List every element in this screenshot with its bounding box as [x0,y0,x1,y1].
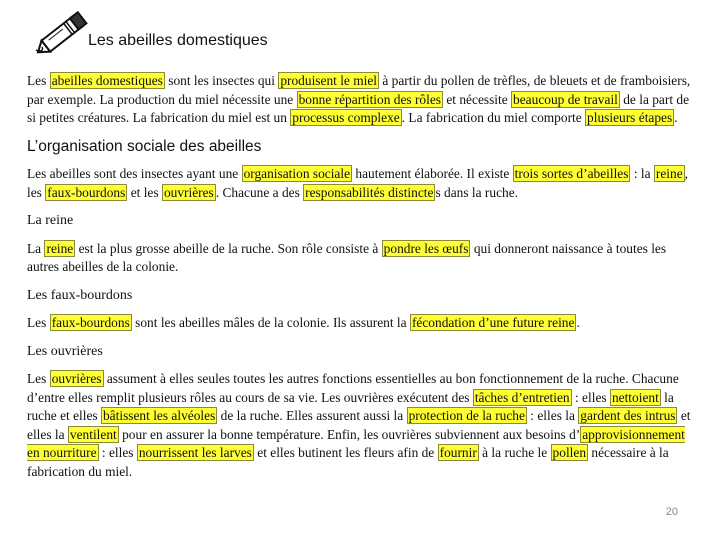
highlighted-phrase: nettoient [611,389,659,405]
text-run: . Chacune a des [215,184,304,200]
text-run: assument à elles seules toutes les autres fonctions essentielles au bon fonctionnement de la ruche. Chacune d’entre elles remplit plusieurs rôles au cours de sa vie. Les ouvrières exécutent des [27,371,679,405]
text-run: : elles [571,389,610,405]
text-run: La [27,240,45,256]
text-run: . [674,110,678,125]
section-heading: L’organisation sociale des abeilles [27,137,262,155]
highlighted-phrase: ouvrières [51,371,102,386]
text-run: et nécessite [443,91,512,107]
highlighted-phrase: bâtissent les alvéoles [102,408,216,423]
text-run: Les [27,315,50,330]
highlighted-phrase: tâches d’entretien [474,389,570,405]
text-run: : la [630,166,654,181]
highlighted-phrase: faux-bourdons [47,184,126,200]
page-number: 20 [665,506,678,518]
document-body [27,72,697,481]
text-run: de la ruche. Elles assurent aussi la [217,408,407,423]
text-run: sont les abeilles mâles de la colonie. Ils assurent la [131,315,410,330]
page-title: Les abeilles domestiques [88,32,268,49]
pencil-icon [30,6,96,58]
highlighted-phrase: pollen [552,445,587,460]
text-run: et les [127,184,162,200]
organisation-paragraph [27,165,697,202]
highlighted-phrase: beaucoup de travail [513,91,618,107]
text-run: et elles la [27,408,691,442]
text-run: de la part de si petites créatures. La fabrication du miel est un [27,91,690,125]
highlighted-phrase: fournir [439,445,477,460]
highlighted-phrase: ventilent [69,426,117,442]
highlighted-phrase: faux-bourdons [51,315,130,330]
text-run: et elles butinent les fleurs afin de [253,445,438,460]
highlighted-phrase: fécondation d’une future reine [411,315,575,330]
highlighted-phrase: ouvrières [163,184,214,200]
text-run: , les [27,166,689,200]
ouvrieres-paragraph [27,370,697,481]
text-run: s dans la ruche. [435,184,519,200]
highlighted-phrase: abeilles domestiques [51,73,163,88]
highlighted-phrase: organisation sociale [243,166,351,181]
faux-bourdons-paragraph [27,314,697,333]
reine-heading: La reine [27,213,74,228]
text-run: à partir du pollen de trèfles, de bleuets et de framboisiers, par exemple. La production du miel nécessite une [27,73,691,107]
text-run: Les [27,371,50,386]
text-run: . La fabrication du miel comporte [401,110,586,125]
text-run: : elles la [526,408,579,423]
text-run: sont les insectes qui [164,73,279,88]
highlighted-phrase: protection de la ruche [408,408,525,423]
text-run: la ruche et elles [27,389,674,423]
highlighted-phrase: reine [46,240,74,256]
intro-paragraph [27,72,697,128]
text-run: à la ruche le [478,445,551,460]
highlighted-phrase: reine [655,166,683,181]
highlighted-phrase: pondre les œufs [383,240,469,256]
highlighted-phrase: produisent le miel [280,73,378,88]
ouvrieres-heading: Les ouvrières [27,343,103,359]
text-run: qui donneront naissance à toutes les autres abeilles de la colonie. [27,240,667,274]
reine-paragraph [27,240,697,277]
highlighted-phrase: trois sortes d’abeilles [514,166,629,181]
text-run: hautement élaborée. Il existe [352,166,513,181]
text-run: . [576,315,580,330]
highlighted-phrase: responsabilités distincte [305,184,434,200]
text-run: Les [27,73,50,88]
highlighted-phrase: approvisionnement en nourriture [27,426,685,460]
text-run: pour en assurer la bonne température. Enfin, les ouvrières subviennent aux besoins d’ [118,426,581,442]
highlighted-phrase: bonne répartition des rôles [298,91,441,107]
text-run: : elles [98,445,137,460]
text-run: est la plus grosse abeille de la ruche. Son rôle consiste à [75,240,382,256]
highlighted-phrase: nourrissent les larves [138,445,252,460]
text-run: Les abeilles sont des insectes ayant une [27,166,242,181]
highlighted-phrase: plusieurs étapes [587,110,673,125]
highlighted-phrase: gardent des intrus [580,408,676,423]
text-run: nécessaire à la fabrication du miel. [27,445,669,479]
faux-bourdons-heading: Les faux-bourdons [27,287,133,303]
highlighted-phrase: processus complexe [292,110,400,125]
